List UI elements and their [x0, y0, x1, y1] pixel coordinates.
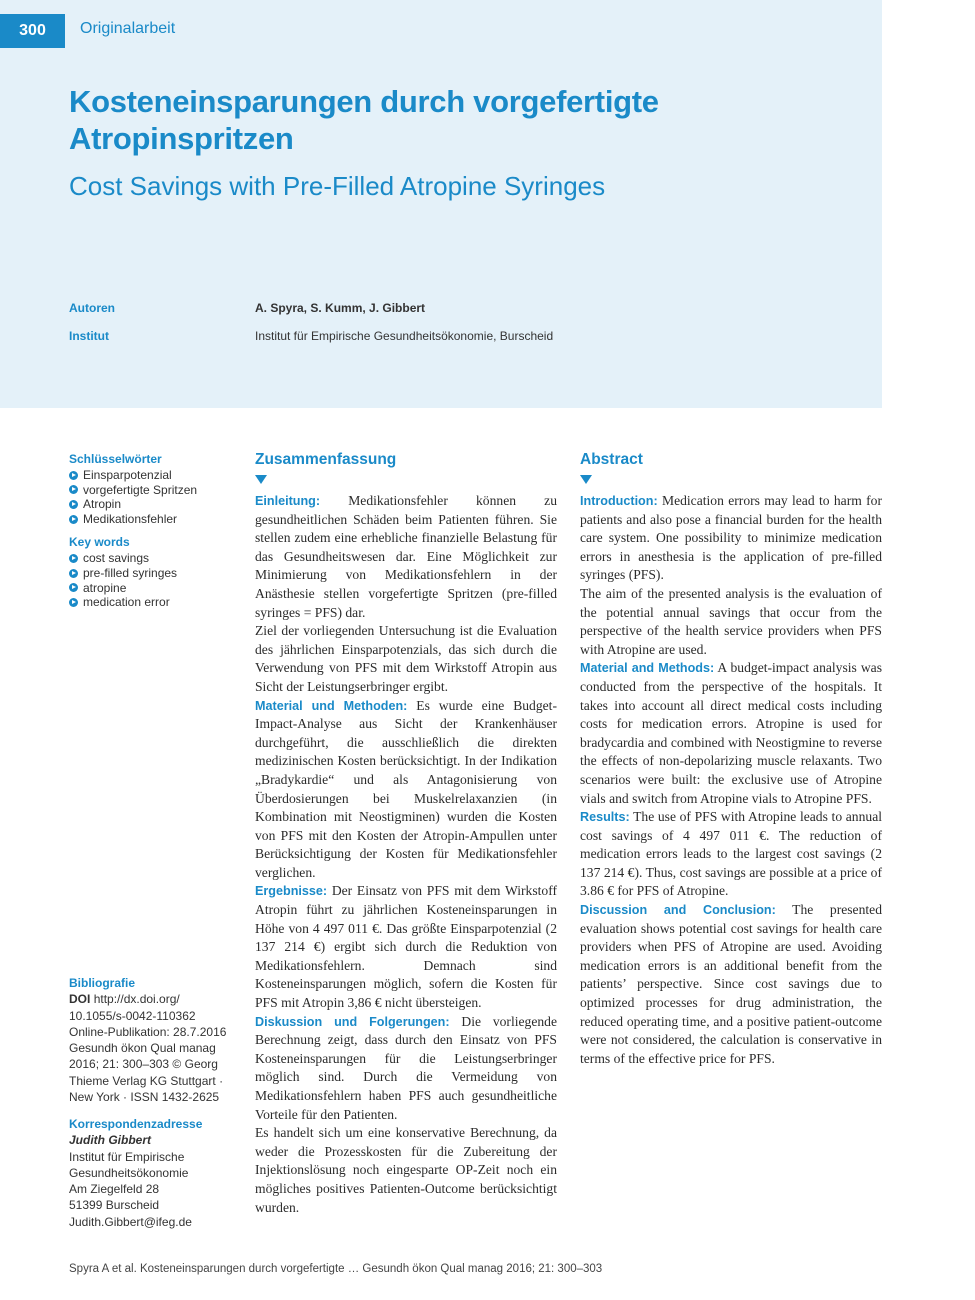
triangle-down-icon [580, 475, 592, 484]
paragraph-text: Es handelt sich um eine konservative Berechnung, da weder die Prozesskosten für die Zubereitung der Injektionslösung noch eingesparte OP-Zeit noch ein mögliches positives Patienten-Outcome berücksichtigt wurden. [255, 1125, 557, 1215]
title-german: Kosteneinsparungen durch vorgefertigte Atropinspritzen [69, 84, 659, 156]
paragraph [255, 697, 557, 883]
paragraph-lead: Results: [580, 810, 630, 825]
paragraph [580, 901, 882, 1068]
keyword-item [69, 581, 239, 596]
triangle-down-icon [255, 475, 267, 484]
bullet-arrow-icon [69, 598, 78, 607]
keyword-text: Medikationsfehler [83, 511, 178, 526]
paragraph-text: Medikationsfehler können zu gesundheitlichen Schäden beim Patienten führen. Sie stellen zudem eine erhebliche finanzielle Belastung für das Gesundheitswesen dar. Eine Möglichkeit zur Minimierung von Medikationsfehlern in der Anästhesie stellen vorgefertigte Spritzen (pre-filled syringes = PFS) dar. [255, 493, 557, 620]
paragraph-text: The use of PFS with Atropine leads to annual cost savings of 4 497 011 €. The reduction of medication errors leads to the largest cost savings (2 137 214 €). Thus, cost savings are possible at a price of 3.86 € for PFS of Atropine. [580, 809, 882, 899]
doi-line [69, 991, 244, 1007]
paragraph-lead: Material und Methoden: [255, 698, 408, 713]
address-line: Gesundheitsökonomie [69, 1165, 189, 1180]
institute-label: Institut [69, 329, 109, 343]
bibliography-heading: Bibliografie [69, 976, 136, 990]
paragraph-lead: Einleitung: [255, 494, 321, 508]
keyword-text: vorgefertigte Spritzen [83, 482, 198, 497]
paragraph-text: Der Einsatz von PFS mit dem Wirkstoff Atropin führt zu jährlichen Kosteneinsparungen in Höhe von 4 497 011 €. Das größte Einsparpotenzial (2 137 214 €) ergibt sich durch die Reduktion von Medikationsfehlern. Demnach sind Kosteneinsparungen möglich, sofern die Kosten für PFS mit Atropin 3,86 € nicht übersteigen. [255, 883, 557, 1011]
keyword-item [69, 468, 239, 483]
paragraph-text: Medication errors may lead to harm for patients and also pose a financial burden for the health care system. One possibility to minimize medication errors in anesthesia is the application of pre-filled syringes (PFS). [580, 493, 882, 583]
page-number: 300 [0, 14, 65, 48]
paragraph-text: The aim of the presented analysis is the evaluation of the potential annual savings that occur from the perspective of the health service providers when PFS with Atropine are used. [580, 585, 882, 657]
paragraph-text: Es wurde eine Budget-Impact-Analyse aus Sicht der Krankenhäuser durchgeführt, die ausschließlich die direkten medizinischen Kosten berücksichtigt. In der Indikation „Bradykardie“ und als Antagonisierung von Überdosierungen bei Muskelrelaxanzien (in Kombination mit Neostigminen) wurden die Kosten von PFS mit den Kosten der Atropin-Ampullen unter Berücksichtigung der Kosten für Medikationsfehler verglichen. [255, 697, 557, 880]
keyword-text: Einsparpotenzial [83, 468, 172, 482]
doi-label: DOI [69, 992, 91, 1007]
keyword-text: atropine [83, 580, 127, 595]
bullet-arrow-icon [69, 515, 78, 524]
keywords-en-heading: Key words [69, 535, 130, 550]
keywords-de-list [69, 468, 239, 526]
paragraph-text: Ziel der vorliegenden Untersuchung ist die Evaluation des jährlichen Einsparpotenzials, das sich durch die Verwendung von PFS mit dem Wirkstoff Atropin aus Sicht der Leistungserbringer ergibt. [255, 623, 557, 694]
keyword-text: cost savings [83, 551, 150, 566]
abstract-column [580, 451, 882, 1068]
paragraph [580, 659, 882, 808]
correspondence-name: Judith Gibbert [69, 1133, 151, 1148]
bibliography-line: New York · ISSN 1432-2625 [69, 1090, 220, 1105]
paragraph [255, 492, 557, 622]
footer-citation: Spyra A et al. Kosteneinsparungen durch vorgefertigte … Gesundh ökon Qual manag 2016; 21: 300–303 [69, 1263, 603, 1275]
keywords-block [69, 451, 239, 618]
bibliography-block [69, 975, 244, 1105]
keyword-item [69, 512, 239, 527]
paragraph-text: A budget-impact analysis was conducted from the perspective of the hospitals. It takes into account all direct medical costs including costs for medication errors. Atropine is used for bradycardia and combined with Neostigmine to reverse the effects of non-depolarizing muscle relaxants. Two scenarios were built: the exclusive use of Atropine vials and switch from Atropine vials to Atropine PFS. [580, 660, 882, 806]
address-line: Institut für Empirische [69, 1149, 185, 1164]
paragraph-lead: Diskussion und Folgerungen: [255, 1014, 450, 1029]
paragraph-lead: Introduction: [580, 494, 658, 508]
bullet-arrow-icon [69, 500, 78, 509]
zusammenfassung-column [255, 451, 557, 1217]
paragraph [580, 585, 882, 659]
bullet-arrow-icon [69, 583, 78, 592]
keyword-item [69, 497, 239, 512]
paragraph [255, 1124, 557, 1217]
address-line: Am Ziegelfeld 28 [69, 1182, 160, 1197]
bibliography-line: 10.1055/s-0042-110362 [69, 1008, 196, 1023]
bullet-arrow-icon [69, 554, 78, 563]
header-band [0, 0, 882, 408]
bullet-arrow-icon [69, 485, 78, 494]
paragraph [255, 622, 557, 696]
keywords-de-heading: Schlüsselwörter [69, 452, 162, 466]
paragraph [255, 1013, 557, 1125]
keyword-item [69, 595, 239, 610]
paragraph-lead: Ergebnisse: [255, 884, 328, 899]
keyword-text: Atropin [83, 497, 122, 512]
bibliography-line: Online-Publikation: 28.7.2016 [69, 1024, 227, 1039]
paragraph [255, 882, 557, 1012]
keyword-item [69, 566, 239, 581]
correspondence-heading: Korrespondenzadresse [69, 1117, 203, 1131]
correspondence-block [69, 1116, 244, 1230]
zusammenfassung-heading: Zusammenfassung [255, 451, 397, 468]
keyword-text: medication error [83, 595, 170, 610]
email-link[interactable]: Judith.Gibbert@ifeg.de [69, 1214, 192, 1229]
abstract-heading: Abstract [580, 451, 643, 468]
title-english: Cost Savings with Pre-Filled Atropine Syringes [69, 171, 606, 201]
paragraph-lead: Discussion and Conclusion: [580, 903, 776, 918]
paragraph [580, 492, 882, 585]
bibliography-line: Thieme Verlag KG Stuttgart · [69, 1073, 224, 1088]
authors: A. Spyra, S. Kumm, J. Gibbert [255, 301, 426, 315]
keyword-item [69, 483, 239, 498]
section-label: Originalarbeit [80, 20, 176, 37]
bullet-arrow-icon [69, 569, 78, 578]
keyword-text: pre-filled syringes [83, 565, 178, 580]
bibliography-line: Gesundh ökon Qual manag [69, 1041, 216, 1056]
paragraph [580, 808, 882, 901]
paragraph-text: Die vorliegende Berechnung zeigt, dass durch den Einsatz von PFS Kosteneinsparungen für die Leistungserbringer möglich sind. Durch die Vermeidung von Medikationsfehlern haben PFS auch gesundheitliche Vorteile für den Patienten. [255, 1013, 557, 1122]
address-line: 51399 Burscheid [69, 1198, 160, 1213]
keywords-en-list [69, 551, 239, 609]
paragraph-lead: Material and Methods: [580, 661, 715, 676]
bibliography-line: 2016; 21: 300–303 © Georg [69, 1057, 218, 1072]
keyword-item [69, 551, 239, 566]
institute: Institut für Empirische Gesundheitsökonomie, Burscheid [255, 329, 554, 343]
authors-label: Autoren [69, 301, 115, 315]
bullet-arrow-icon [69, 471, 78, 480]
doi-link[interactable]: http://dx.doi.org/ [93, 992, 180, 1007]
paragraph-text: The presented evaluation shows potential cost savings for health care providers when PFS of Atropine are used. Avoiding medication errors is an additional benefit from the patients’ perspective. Since cost savings due to optimized processes for drug administration, the reduced operating time, and a positive patient-outcome were not considered, the calculation is conservative in terms of the effective price for PFS. [580, 902, 882, 1066]
